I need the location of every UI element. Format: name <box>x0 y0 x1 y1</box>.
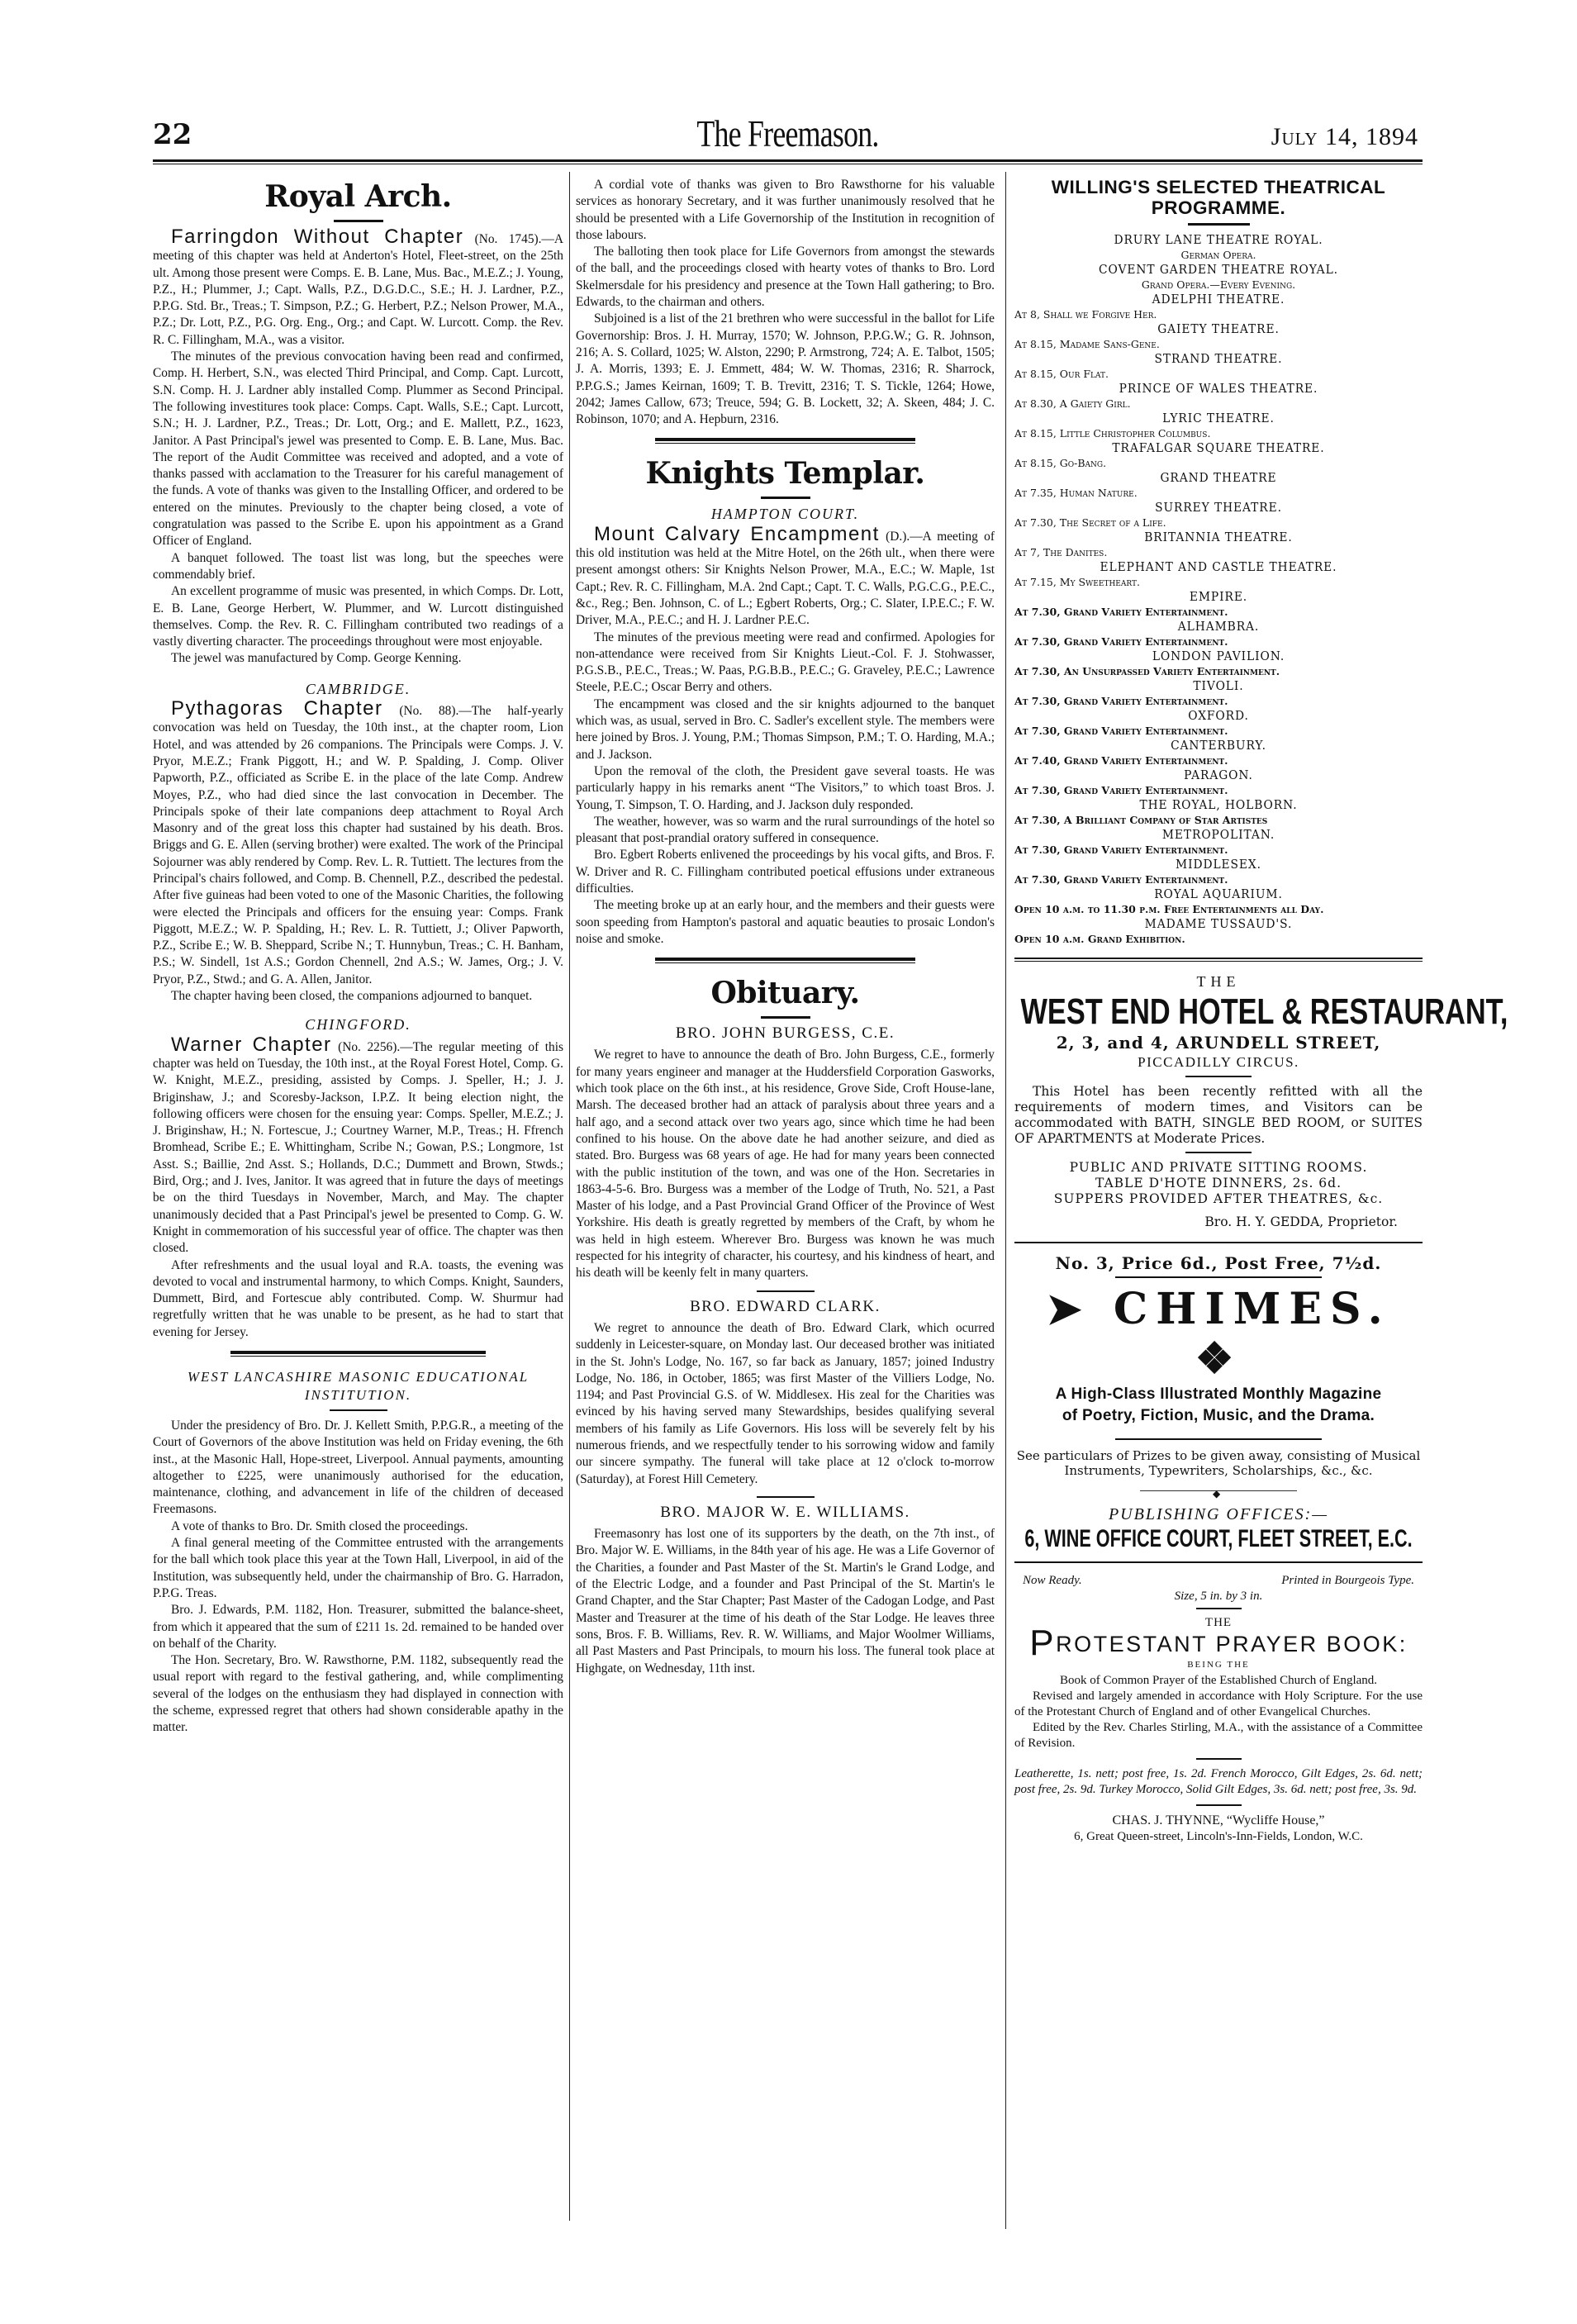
theatre-show: At 7.30, Grand Variety Entertainment. <box>1014 784 1228 796</box>
paragraph: A final general meeting of the Committee entrusted with the arrangements for the ball which took place this year at the Town Hall, Liverpool, in aid of the Institution, was subsequently held, under the chairmanship of Bro. G. Harradon, P.P.G. Treas. <box>153 1536 563 1600</box>
theatre-entry <box>1014 530 1423 559</box>
paragraph: After refreshments and the usual loyal and R.A. toasts, the evening was devoted to vocal and instrumental harmony, to which Comps. Knight, Saunders, Dummett, Bird, and Fortescue ably contributed. Comp. W. Shurmur had regretfully written that he was unable to be present, as he had to start that evening for Jersey. <box>153 1257 563 1339</box>
chimes-ad <box>1014 1255 1423 1555</box>
hotel-proprietor: Bro. H. Y. GEDDA, Proprietor. <box>1204 1214 1398 1229</box>
section-title-knights-templar: Knights Templar. <box>645 456 925 492</box>
theatre-name: TRAFALGAR SQUARE THEATRE. <box>1112 440 1325 455</box>
theatre-entry <box>1014 470 1423 500</box>
theatre-name: ALHAMBRA. <box>1177 619 1260 634</box>
paragraph: (No. 1745).—A meeting of this chapter was held at Anderton's Hotel, Fleet-street, on the 25th ult. Among those present were Comps. E. B. Lane, Mus. Bac., M.E.Z.; J. Young, P.Z., H.; Plummer, J.; Capt. Walls, P.Z., D.G.D.C., S.E.; H. J. Lardner, P.Z., P.P.G. Std. Br., Treas.; T. Simpson, P.Z.; G. Herbert, P.Z.; Nelson Prower, M.A., P.Z.; Dr. Lott, P.Z., P.G. Org. Eng., Org.; and Capt. W. Lurcott. Comp. the Rev. R. C. Fillingham, M.A., was a visitor. <box>153 232 563 347</box>
section-divider <box>230 1351 485 1357</box>
ad-title: PROGRAMME. <box>1151 197 1286 218</box>
hotel-address: 2, 3, and 4, ARUNDELL STREET, <box>1056 1033 1381 1053</box>
theatre-show: German Opera. <box>1180 249 1256 261</box>
theatre-show: At 7, The Danites. <box>1014 546 1108 558</box>
price-line: No. 3, Price 6d., Post Free, 7½d. <box>1055 1253 1382 1274</box>
theatre-name: EMPIRE. <box>1189 589 1248 604</box>
theatre-name: ROYAL AQUARIUM. <box>1154 886 1283 901</box>
theatre-show: Open 10 a.m. to 11.30 p.m. Free Entertainments all Day. <box>1014 903 1324 915</box>
obituary-name: BRO. JOHN BURGESS, C.E. <box>675 1024 895 1043</box>
theatre-name: ELEPHANT AND CASTLE THEATRE. <box>1100 559 1337 574</box>
lodge-name: Pythagoras Chapter <box>171 697 383 720</box>
paragraph: A cordial vote of thanks was given to Bro Rawsthorne for his valuable services as honorary Secretary, and it was further unanimously resolved that he should be presented with a Life Governorship of the Institution in recognition of those labours. <box>576 178 995 242</box>
theatre-show: At 7.40, Grand Variety Entertainment. <box>1014 754 1228 767</box>
theatre-show: At 7.30, Grand Variety Entertainment. <box>1014 606 1228 618</box>
theatre-entry <box>1014 708 1423 738</box>
book-title-text: ROTESTANT PRAYER BOOK: <box>1056 1632 1408 1657</box>
theatre-entry <box>1014 262 1423 292</box>
ad-kicker: THE <box>1196 973 1241 990</box>
chimes-prizes: See particulars of Prizes to be given away, consisting of Musical Instruments, Typewriters, Scholarships, &c., &c. <box>1016 1448 1421 1479</box>
divider <box>761 497 810 499</box>
divider <box>1196 1804 1242 1806</box>
article-pythagoras <box>153 697 563 1005</box>
theatre-entry <box>1014 559 1423 589</box>
lodge-name: Farringdon Without Chapter <box>171 226 464 248</box>
theatre-show: At 7.30, Grand Variety Entertainment. <box>1014 844 1228 856</box>
paragraph: Bro. Egbert Roberts enlivened the proceedings by his vocal gifts, and Bros. F. W. Driver and R. C. Fillingham contributed poetical effusions under extraneous difficulties. <box>576 848 995 896</box>
section-divider <box>1014 1561 1423 1563</box>
diamond-icon: ◆ <box>1213 1488 1221 1500</box>
article-heading: WEST LANCASHIRE MASONIC EDUCATIONAL INSTITUTION. <box>187 1369 530 1403</box>
theatre-name: OXFORD. <box>1188 708 1249 723</box>
chimes-subtitle: of Poetry, Fiction, Music, and the Drama. <box>1062 1407 1375 1425</box>
section-divider <box>1014 1242 1423 1243</box>
paragraph: Bro. J. Edwards, P.M. 1182, Hon. Treasurer, submitted the balance-sheet, from which it appeared that the sum of £211 1s. 2d. remained to be handed over on behalf of the Charity. <box>153 1603 563 1651</box>
theatre-show: At 8.30, A Gaiety Girl. <box>1014 397 1131 410</box>
section-divider <box>655 958 914 963</box>
section-title-obituary: Obituary. <box>710 976 860 1011</box>
book-size: Size, 5 in. by 3 in. <box>1174 1589 1263 1603</box>
paragraph: Upon the removal of the cloth, the President gave several toasts. He was particularly happy in his remarks anent “The Visitors,” to which toast Bros. J. Young, T. Simpson, T. O. Harding, and J. Jackson duly responded. <box>576 763 995 812</box>
ornament-icon: ❖ <box>1195 1333 1242 1385</box>
paragraph: An excellent programme of music was presented, in which Comps. Dr. Lott, E. B. Lane, George Herbert, W. Plummer, and W. Lurcott distinguished themselves. Comp. the Rev. R. C. Fillingham contributed two readings of a vastly diverting character. The proceedings throughout were most enjoyable. <box>153 584 563 649</box>
header-rule <box>153 159 1423 164</box>
paragraph: The Hon. Secretary, Bro. W. Rawsthorne, P.M. 1182, subsequently read the usual report with regard to the festival gathering, and, while complimenting several of the lodges on the enthusiasm they had displayed in connection with the scheme, expressed regret that others had shown considerable apathy in the matter. <box>153 1653 563 1735</box>
book-publisher: CHAS. J. THYNNE, “Wycliffe House,” <box>1112 1813 1325 1828</box>
theatre-name: SURREY THEATRE. <box>1155 500 1282 515</box>
column-divider-left <box>569 172 570 2221</box>
theatre-name: TIVOLI. <box>1193 678 1244 693</box>
divider <box>761 1016 810 1019</box>
paragraph: A banquet followed. The toast list was long, but the speeches were commendably brief. <box>153 550 563 582</box>
theatre-entry <box>1014 619 1423 649</box>
paragraph: Subjoined is a list of the 21 brethren who were successful in the ballot for Life Governorship: Bros. J. H. Murray, 1570; W. Johnson, P.P.G.W.; G. R. Johnson, 216; A. S. Collard, 1025; W. Alston, 2290; P. Armstrong, 724; A. E. Talbot, 1505; J. A. Morris, 1393; E. J. Emmett, 484; W. W. Thomas, 2316; R. Sharrock, P.P.G.S.; James Keirnan, 1609; T. B. Trevitt, 2316; T. S. Tickle, 1264; Howe, 2042; James Callow, 673; Treuce, 594; G. B. Lockett, 32; A. Skeen, 484; J. C. Robinson, 1070; and A. Hepburn, 2316. <box>576 311 995 427</box>
theatre-show: At 8.15, Go-Bang. <box>1014 457 1107 469</box>
theatre-name: METROPOLITAN. <box>1161 827 1275 842</box>
theatre-list <box>1014 232 1423 946</box>
ornament-icon: ➤ <box>1046 1284 1090 1335</box>
place-heading: CAMBRIDGE. <box>305 680 411 697</box>
theatre-entry <box>1014 411 1423 440</box>
book-being: BEING THE <box>1187 1660 1250 1671</box>
theatre-entry <box>1014 916 1423 946</box>
theatre-show: Grand Opera.—Every Evening. <box>1141 278 1296 291</box>
paragraph: (No. 88).—The half-yearly convocation was held on Tuesday, the 10th inst., at the chapter room, Lion Hotel, and was attended by 26 companions. The Principals were Comps. J. V. Pryor, M.E.Z.; Frank Piggott, H.; and W. P. Spalding, J. Comp. Oliver Papworth, P.Z., officiated as Scribe E. in the place of the late Comp. Andrew Moyes, P.Z., who had died since the last convocation in December. The Principals spoke of their late companions deep attachment to Royal Arch Masonry and of the great loss this chapter had sustained by his death. Bros. Briggs and G. E. Allen (serving brother) were exalted. The work of the Principal Sojourner was ably rendered by Comp. Rev. L. R. Tuttiett. The lectures from the Principal's chairs followed, and Comp. B. Chennell, P.Z., described the pedestal. After five guineas had been voted to one of the Masonic Charities, the following were elected the Principals and officers for the ensuing year: Comps. Frank Piggott, M.E.Z.; W. P. Spalding, H.; Rev. L. R. Tuttiett, J.; Oliver Papworth, P.Z., Scribe E.; W. B. Sheppard, Scribe N.; T. Hunnybun, Treas.; C. H. Banham, P.S.; W. Sindell, 1st A.S.; Gordon Chennell, 2nd A.S.; W. James, Org.; J. V. Pryor, P.Z., Stwd.; and G. A. Allen, Janitor. <box>153 704 563 986</box>
paragraph: Under the presidency of Bro. Dr. J. Kellett Smith, P.P.G.R., a meeting of the Court of Governors of the above Institution was held on Friday evening, the 6th inst., at the Masonic Hall, Hope-street, Liverpool. Annual payments, amounting altogether to £225, were unanimously authorised for the education, maintenance, clothing, and advancement in life of the children of deceased Freemasons. <box>153 1419 563 1517</box>
theatre-entry <box>1014 886 1423 916</box>
column-middle <box>576 172 995 1677</box>
theatre-entry <box>1014 232 1423 262</box>
place-heading: CHINGFORD. <box>305 1016 411 1034</box>
obituary-name: BRO. EDWARD CLARK. <box>690 1297 881 1315</box>
theatre-name: MIDDLESEX. <box>1176 857 1261 872</box>
page-header <box>153 112 1423 159</box>
book-title <box>1014 1623 1423 1664</box>
section-divider <box>1014 958 1423 962</box>
article-farringdon <box>153 226 563 668</box>
now-ready: Now Ready. <box>1023 1573 1082 1587</box>
theatre-name: ADELPHI THEATRE. <box>1152 292 1285 307</box>
theatre-entry <box>1014 292 1423 321</box>
theatre-entry <box>1014 381 1423 411</box>
divider <box>1188 223 1250 226</box>
theatre-show: At 7.30, Grand Variety Entertainment. <box>1014 873 1228 886</box>
hotel-feature: SUPPERS PROVIDED AFTER THEATRES, &c. <box>1053 1191 1384 1206</box>
theatre-name: BRITANNIA THEATRE. <box>1144 530 1293 544</box>
theatre-show: At 7.30, Grand Variety Entertainment. <box>1014 695 1228 707</box>
column-divider-right <box>1005 172 1006 2229</box>
book-publisher-address: 6, Great Queen-street, Lincoln's-Inn-Fields, London, W.C. <box>1074 1830 1363 1844</box>
theatre-programme-ad <box>1014 177 1423 946</box>
theatre-name: DRURY LANE THEATRE ROYAL. <box>1114 232 1323 247</box>
hotel-feature: TABLE D'HOTE DINNERS, 2s. 6d. <box>1095 1175 1342 1191</box>
theatre-name: PARAGON. <box>1184 768 1253 782</box>
theatre-show: At 8.15, Madame Sans-Gene. <box>1014 338 1160 350</box>
article-west-lancashire <box>153 1418 563 1737</box>
divider <box>1115 1276 1322 1278</box>
hotel-description: This Hotel has been recently refitted with all the requirements of modern times, and Visitors can be accommodated with BATH, SINGLE BED ROOM, or SUITES OF APARTMENTS at Moderate Prices. <box>1014 1083 1423 1146</box>
theatre-name: MADAME TUSSAUD'S. <box>1144 916 1293 931</box>
book-prices: Leatherette, 1s. nett; post free, 1s. 2d. French Morocco, Gilt Edges, 2s. 6d. nett; post free, 2s. 9d. Turkey Morocco, Solid Gilt Edges, 3s. 6d. nett; post free, 3s. 9d. <box>1014 1767 1423 1797</box>
theatre-entry <box>1014 440 1423 470</box>
paragraph: The minutes of the previous convocation having been read and confirmed, Comp. H. Herbert, S.N., was elected Third Principal, and Comp. Capt. Lurcott, S.N. Comp. H. J. Lardner ably installed Comp. Plummer as Second Principal. The following investitures took place: Comps. Capt. Walls, S.E.; Capt. Lurcott, S.N.; H. J. Lardner, P.Z., Treas.; Dr. Lott, Org.; and E. Mallett, P.Z., 1623, Janitor. A Past Principal's jewel was presented to Comp. E. B. Lane, Mus. Bac. The report of the Audit Committee was received and adopted, and a vote of thanks passed with acclamation to the Treasurer for his careful management of the funds. A vote of thanks was given to the Installing Officer, and ordered to be entered on the minutes. Previously to the chapter being closed, a vote of congratulation was passed to the Scribe E. upon his appointment as a Grand Officer of England. <box>153 349 563 549</box>
divider <box>334 220 383 222</box>
hotel-area: PICCADILLY CIRCUS. <box>1138 1053 1299 1070</box>
drop-letter: P <box>1029 1623 1057 1664</box>
theatre-entry <box>1014 827 1423 857</box>
chimes-title-text: CHIMES. <box>1113 1284 1391 1335</box>
article-mount-calvary <box>576 522 995 948</box>
theatre-show: At 7.30, A Brilliant Company of Star Artistes <box>1014 814 1268 826</box>
paragraph: We regret to announce the death of Bro. Edward Clark, which ocurred suddenly in Leicester-square, on Monday last. Our deceased brother was initiated in the St. John's Lodge, No. 167, so far back as January, 1857; joined Industry Lodge, No. 186, in October, 1865; was first Master of the Villiers Lodge, No. 1194; and Past Provincial G.S. of W. Middlesex. His zeal for the Charities was evinced by his having served many Stewardships, besides qualifying several members of his family as Life Governors. His loss will be severely felt by his numerous friends, and we respectfully tender to his sorrowing widow and family our sincere sympathy. The funeral will take place at 12 o'clock to-morrow (Saturday), at Forest Hill Cemetery. <box>576 1320 995 1486</box>
book-description: Revised and largely amended in accordance with Holy Scripture. For the use of the Protestant Church of England and of other Evangelical Churches. <box>1014 1690 1423 1719</box>
divider <box>1185 1152 1252 1153</box>
prayer-book-ad <box>1014 1573 1423 1846</box>
lodge-name: Mount Calvary Encampment <box>594 522 880 545</box>
divider <box>1185 1076 1252 1077</box>
theatre-show: At 7.30, An Unsurpassed Variety Entertainment. <box>1014 665 1280 677</box>
section-divider <box>655 438 914 444</box>
paragraph: The balloting then took place for Life Governors from amongst the stewards of the ball, and the proceedings closed with hearty votes of thanks to Bro. Lord Skelmersdale for his presidency and presence at the Town Hall gathering; to Bro. Edwards, to the chairman and others. <box>576 245 995 310</box>
chimes-subtitle: A High-Class Illustrated Monthly Magazine <box>1055 1385 1382 1404</box>
paragraph: A vote of thanks to Bro. Dr. Smith closed the proceedings. <box>171 1518 468 1533</box>
divider <box>757 1290 815 1292</box>
divider <box>1115 1438 1322 1440</box>
hotel-name: WEST END HOTEL & RESTAURANT, <box>1020 991 1508 1033</box>
theatre-entry <box>1014 500 1423 530</box>
book-description: Edited by the Rev. Charles Stirling, M.A., with the assistance of a Committee of Revision. <box>1014 1721 1423 1751</box>
divider <box>757 1496 815 1498</box>
theatre-entry <box>1014 321 1423 351</box>
column-right <box>1014 172 1508 1845</box>
theatre-show: At 8.15, Our Flat. <box>1014 368 1109 380</box>
printed-type: Printed in Bourgeois Type. <box>1281 1573 1414 1587</box>
paragraph: The encampment was closed and the sir knights adjourned to the banquet which was, as usual, served in Bro. C. Sadler's excellent style. The members were here joined by Bros. J. Young, P.M.; Thomas Simpson, P.M.; T. O. Harding, M.A.; and J. Jackson. <box>576 696 995 762</box>
ad-title: WILLING'S SELECTED THEATRICAL <box>1051 177 1386 197</box>
theatre-entry <box>1014 351 1423 381</box>
article-warner <box>153 1033 563 1341</box>
theatre-name: LYRIC THEATRE. <box>1162 411 1275 425</box>
theatre-entry <box>1014 857 1423 886</box>
theatre-name: GRAND THEATRE <box>1160 470 1277 485</box>
divider <box>330 1409 387 1411</box>
theatre-entry <box>1014 768 1423 797</box>
theatre-name: LONDON PAVILION. <box>1152 649 1285 663</box>
theatre-entry <box>1014 589 1423 619</box>
paragraph: Freemasonry has lost one of its supporters by the death, on the 7th inst., of Bro. Major W. E. Williams, in the 84th year of his age. He was a Life Governor of the Charities, a founder and Past Master of the St. Martin's le Grand Lodge, and of the Electric Lodge, and a founder and Past Principal of the St. Martin's le Grand Chapter, and the Star Chapter; Past Master of the Cadogan Lodge, and Past Master and Treasurer at the time of his death of the Star Lodge. He leaves three sons, Bros. F. B. Williams, Rev. R. W. Williams, and Major Woolmer Williams, all Past Masters and Past Principals, to mourn his loss. The funeral took place at Highgate, on Wednesday, 11th inst. <box>576 1527 995 1675</box>
theatre-entry <box>1014 678 1423 708</box>
book-ready-line <box>1014 1573 1423 1589</box>
masthead: The Freemason. <box>696 112 879 154</box>
theatre-name: PRINCE OF WALES THEATRE. <box>1119 381 1318 396</box>
publishing-address: 6, WINE OFFICE COURT, FLEET STREET, E.C. <box>1024 1524 1413 1552</box>
column-left <box>153 172 563 1737</box>
place-heading: HAMPTON COURT. <box>710 506 860 523</box>
publishing-label: PUBLISHING OFFICES:— <box>1108 1505 1329 1524</box>
paragraph: The meeting broke up at an early hour, and the members and their guests were soon speeding from Hampton's pastoral and aquatic beauties to prosaic London's noise and smoke. <box>576 898 995 946</box>
divider <box>1196 1758 1242 1760</box>
theatre-name: CANTERBURY. <box>1171 738 1266 753</box>
book-description: Book of Common Prayer of the Established Church of England. <box>1059 1674 1378 1688</box>
theatre-show: Open 10 a.m. Grand Exhibition. <box>1014 933 1185 945</box>
theatre-name: THE ROYAL, HOLBORN. <box>1139 797 1298 812</box>
book-kicker: THE <box>1204 1615 1233 1629</box>
theatre-show: At 7.35, Human Nature. <box>1014 487 1138 499</box>
issue-date: July 14, 1894 <box>1271 123 1418 150</box>
paragraph: We regret to have to announce the death of Bro. John Burgess, C.E., formerly for many years engineer and manager at the Huddersfield Corporation Gasworks, which took place on the 6th inst., at his residence, Grove Side, Croft House-lane, Marsh. The deceased brother had an attack of paralysis about three years and a half ago, and a second attack over two years ago, since which time he had been confined to his house. On the above date he had another seizure, and died as stated. Bro. Burgess was 68 years of age. He had for many years been connected with the public institution of the town, and was one of the Hon. Secretaries in 1863-4-5-6. Bro. Burgess was a member of the Lodge of Truth, No. 521, a Past Master of his lodge, and a Past Provincial Grand Officer of the Province of West Yorkshire. His death is greatly regretted by members of the Craft, by whom he was held in high esteem. Wherever Bro. Burgess was known he was much respected for his integrity of character, his courtesy, and his kindness of heart, and his death will be keenly felt in many quarters. <box>576 1048 995 1281</box>
paragraph: (D.).—A meeting of this old institution was held at the Mitre Hotel, on the 26th ult., when there were present amongst others: Sir Knights Nelson Prower, M.A., E.C.; W. Maple, 1st Capt.; Rev. R. C. Fillingham, M.A. 2nd Capt.; Capt. T. C. Walls, P.G.C.G., P.E.C., &c., Reg.; Ben. Johnson, C. of L.; Egbert Roberts, Org.; C. Slater, I.P.E.C.; F. W. Driver, M.A., P.E.C.; and H. J. Lardner P.E.C. <box>576 529 995 628</box>
theatre-show: At 8.15, Little Christopher Columbus. <box>1014 427 1211 440</box>
theatre-show: At 7.30, Grand Variety Entertainment. <box>1014 725 1228 737</box>
paragraph: (No. 2256).—The regular meeting of this chapter was held on Tuesday, the 10th inst., at the Royal Forest Hotel, Comp. G. W. Knight, M.E.Z., presiding, assisted by Comps. J. Speller, H.; J. J. Briginshaw, J.; and Scoresby-Jackson, I.P.Z. It being election night, the following officers were chosen for the ensuing year: Comps. Speller, M.E.Z.; J. J. Briginshaw, H.; N. Fortescue, J.; Courtney Warner, M.P., Treas.; H. Ffrench Bromhead, Scribe E.; E. Whittingham, Scribe N.; Gowan, P.S.; Longmore, 1st Asst. S.; Baillie, 2nd Asst. S.; Hollands, D.C.; Dummett and Brown, Stwds.; Bird, Org.; and J. Ives, Janitor. It was agreed that in future the days of meetings be on the third Tuesdays in November, March, and May. The chapter unanimously decided that a Past Principal's jewel be presented to Comp. G. W. Knight in commemoration of his successful year of office. The chapter was then closed. <box>153 1039 563 1256</box>
chimes-title <box>1014 1285 1423 1384</box>
theatre-show: At 8, Shall we Forgive Her. <box>1014 308 1157 321</box>
theatre-name: STRAND THEATRE. <box>1154 351 1283 366</box>
page-number: 22 <box>153 118 192 151</box>
theatre-name: COVENT GARDEN THEATRE ROYAL. <box>1099 262 1338 277</box>
theatre-entry <box>1014 797 1423 827</box>
hotel-ad <box>1014 973 1508 1230</box>
paragraph: The minutes of the previous meeting were read and confirmed. Apologies for non-attendance were received from Sir Knights Lieut.-Col. F. J. Stohwasser, P.G.S.B., P.E.C., Treas.; W. Paas, P.G.B.B., P.E.C.; G. Graveley, P.E.C.; Lawrence Steele, P.E.C.; Oscar Berry and others. <box>576 630 995 695</box>
theatre-show: At 7.30, The Secret of a Life. <box>1014 516 1166 529</box>
hotel-feature: PUBLIC AND PRIVATE SITTING ROOMS. <box>1069 1159 1368 1175</box>
obituary-name: BRO. MAJOR W. E. WILLIAMS. <box>660 1503 910 1521</box>
theatre-show: At 7.15, My Sweetheart. <box>1014 576 1140 588</box>
theatre-name: GAIETY THEATRE. <box>1157 321 1280 336</box>
ornamental-divider <box>1140 1490 1297 1499</box>
lodge-name: Warner Chapter <box>171 1033 332 1056</box>
theatre-entry <box>1014 738 1423 768</box>
divider <box>1196 1608 1242 1609</box>
theatre-show: At 7.30, Grand Variety Entertainment. <box>1014 635 1228 648</box>
theatre-entry <box>1014 649 1423 678</box>
section-title-royal-arch: Royal Arch. <box>264 179 452 214</box>
paragraph: The chapter having been closed, the companions adjourned to banquet. <box>171 989 533 1004</box>
paragraph: The weather, however, was so warm and the rural surroundings of the hotel so pleasant that post-prandial oratory suffered in consequence. <box>576 814 995 846</box>
article-continued <box>576 177 995 428</box>
paragraph: The jewel was manufactured by Comp. George Kenning. <box>171 651 462 666</box>
